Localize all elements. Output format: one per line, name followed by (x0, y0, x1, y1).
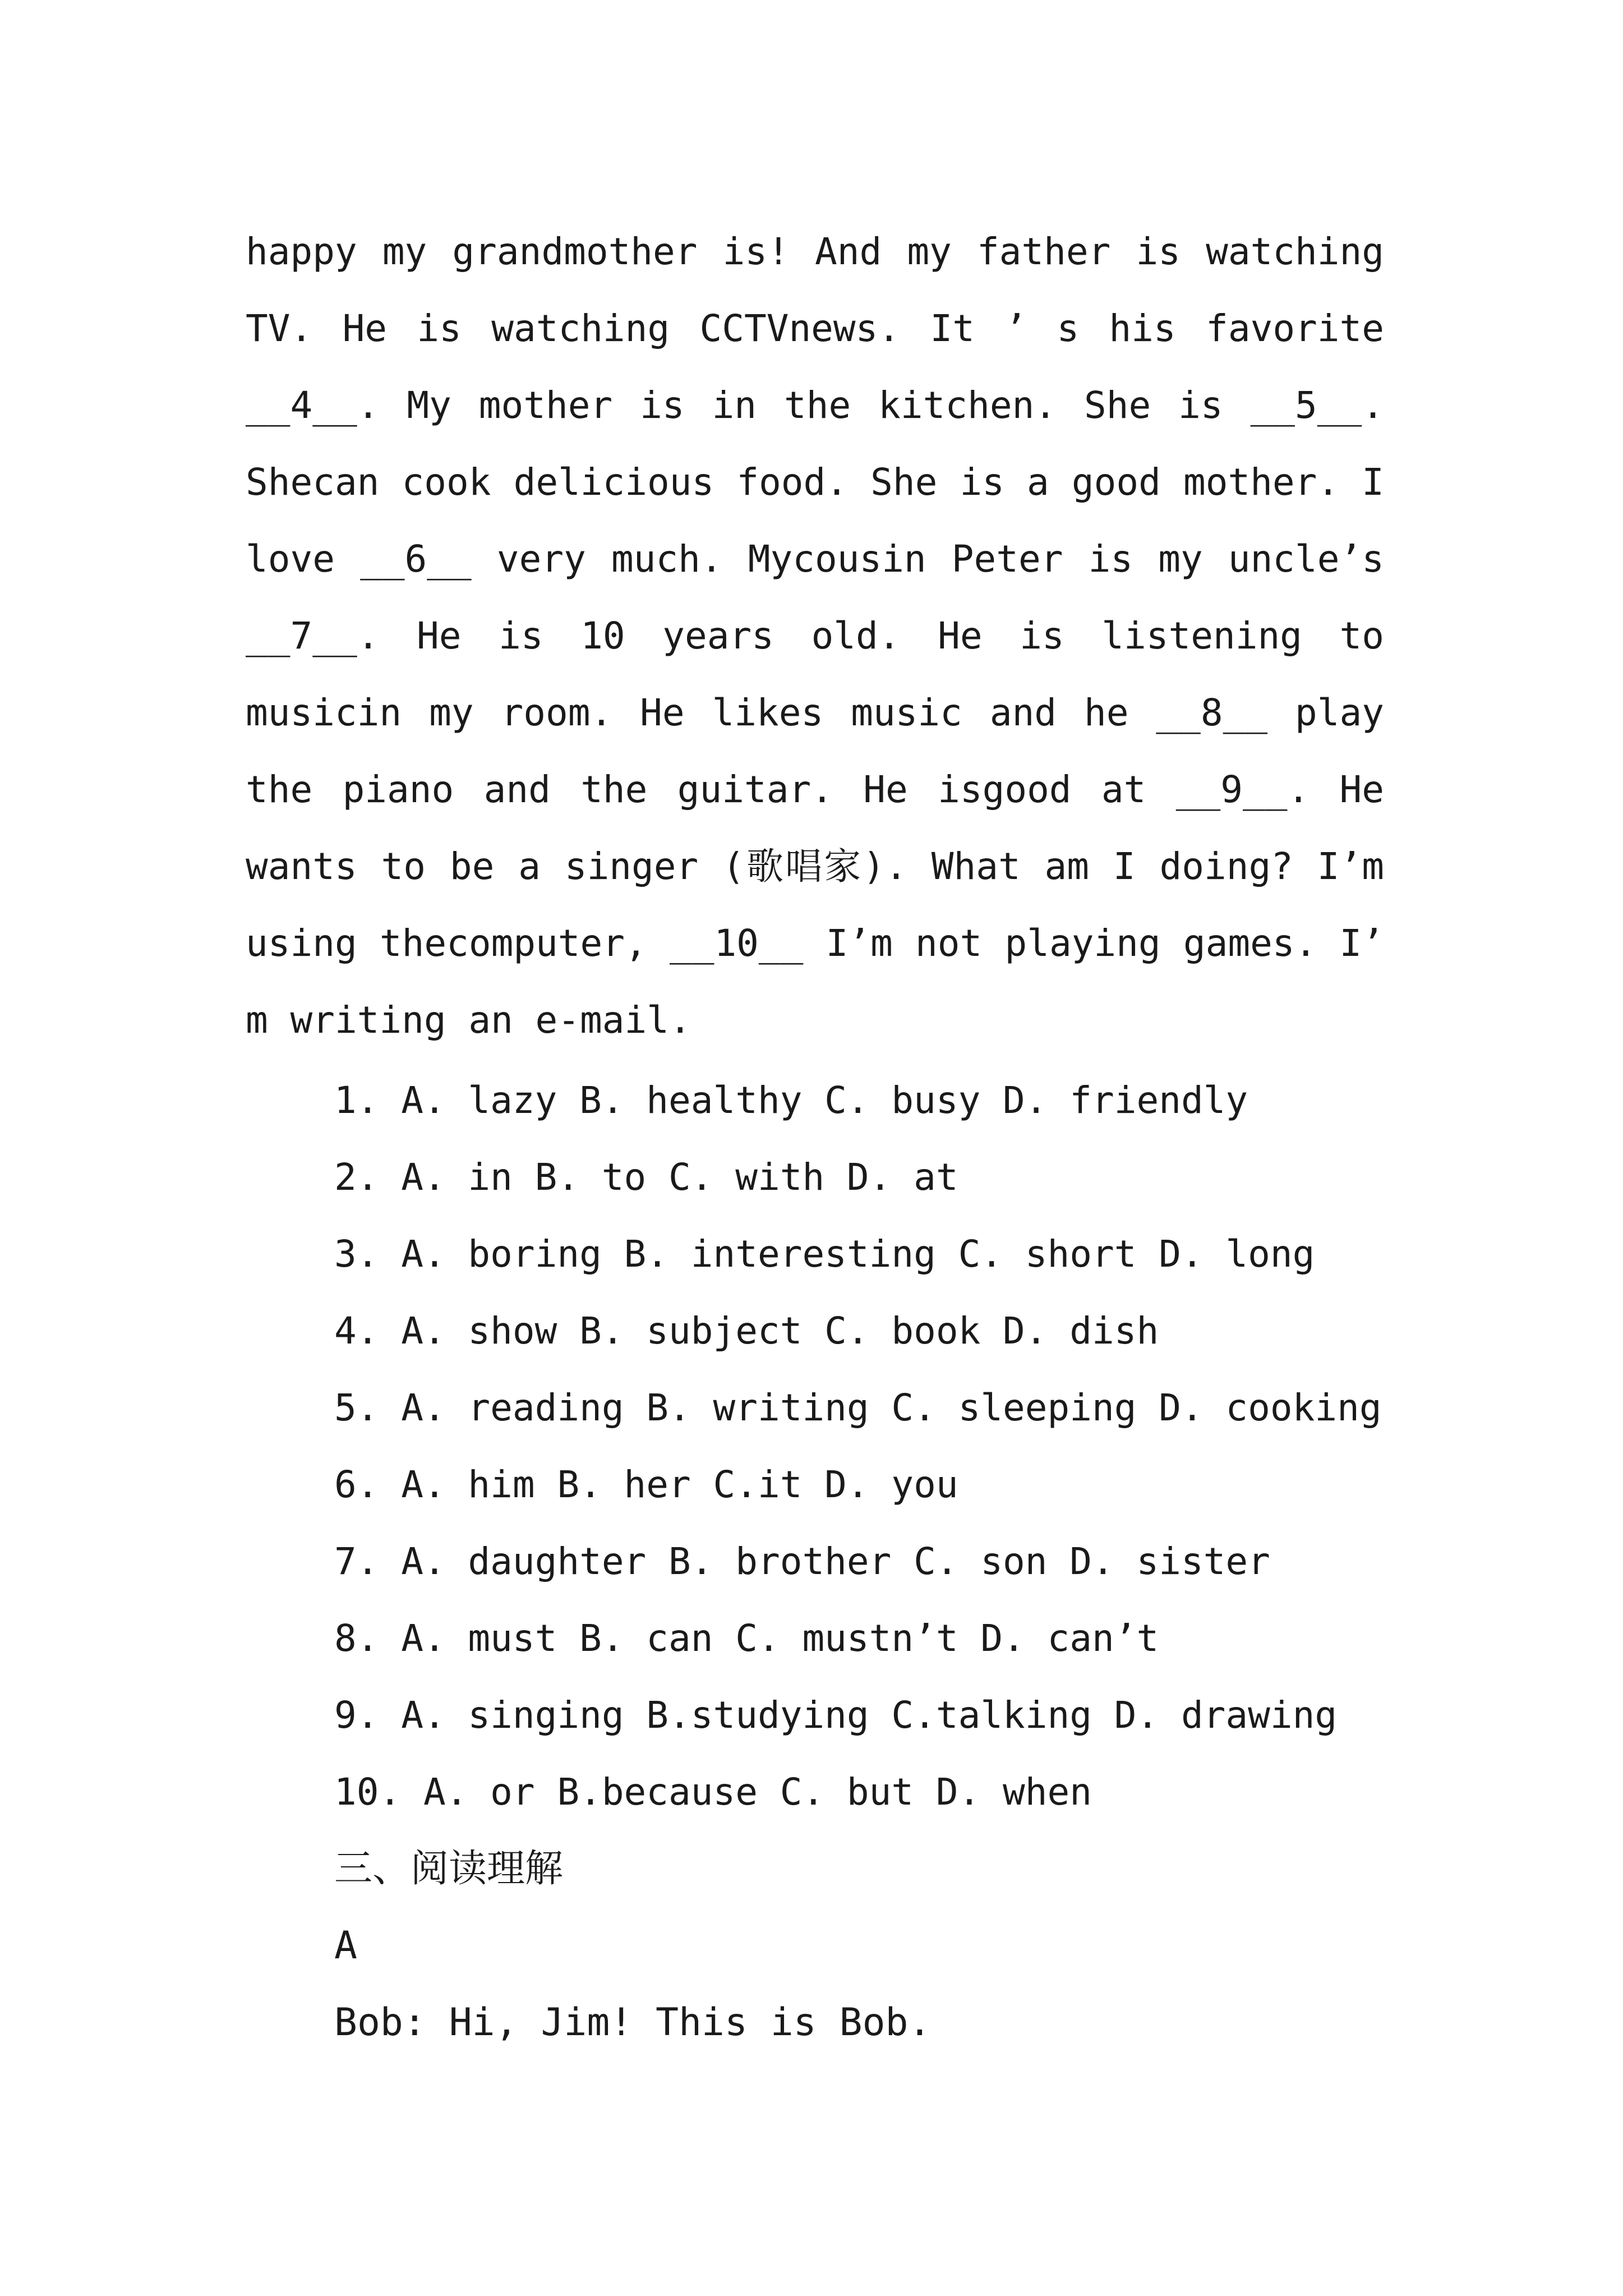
dialogue-line: Bob: Hi, Jim! This is Bob. (334, 2000, 932, 2045)
section-heading: 三、阅读理解 (334, 1847, 564, 1891)
passage-line: happy my grandmother is! And my father is watching (246, 230, 1384, 273)
passage-line: musicin my room. He likes music and he __8__ play (246, 691, 1384, 734)
question-option-5: 5. A. reading B. writing C. sleeping D. cooking (334, 1386, 1382, 1429)
passage-line: wants to be a singer (歌唱家). What am I doing? I’m (246, 845, 1384, 888)
passage-line: __7__. He is 10 years old. He is listening to (246, 614, 1384, 657)
passage-line: m writing an e-mail. (246, 999, 691, 1042)
passage-line: using thecomputer, __10__ I’m not playing games. I’ (246, 922, 1384, 965)
question-option-2: 2. A. in B. to C. with D. at (334, 1156, 958, 1199)
passage-line: love __6__ very much. Mycousin Peter is my uncle’s (246, 537, 1384, 581)
question-option-8: 8. A. must B. can C. mustn’t D. can’t (334, 1617, 1159, 1660)
passage-line: TV. He is watching CCTVnews. It ’ s his favorite (246, 307, 1384, 350)
question-option-9: 9. A. singing B.studying C.talking D. drawing (334, 1694, 1338, 1737)
question-option-10: 10. A. or B.because C. but D. when (334, 1770, 1092, 1814)
question-option-6: 6. A. him B. her C.it D. you (334, 1463, 958, 1506)
question-option-1: 1. A. lazy B. healthy C. busy D. friendly (334, 1079, 1248, 1122)
cloze-passage (246, 213, 1384, 1059)
passage-line: the piano and the guitar. He isgood at __9__. He (246, 768, 1384, 811)
passage-line: Shecan cook delicious food. She is a good mother. I (246, 461, 1384, 504)
question-option-7: 7. A. daughter B. brother C. son D. sister (334, 1540, 1270, 1583)
part-label: A (334, 1924, 357, 1968)
question-option-4: 4. A. show B. subject C. book D. dish (334, 1309, 1159, 1352)
question-option-3: 3. A. boring B. interesting C. short D. long (334, 1232, 1315, 1276)
answer-options-list (334, 1062, 1400, 1830)
passage-line: __4__. My mother is in the kitchen. She is __5__. (246, 384, 1384, 427)
